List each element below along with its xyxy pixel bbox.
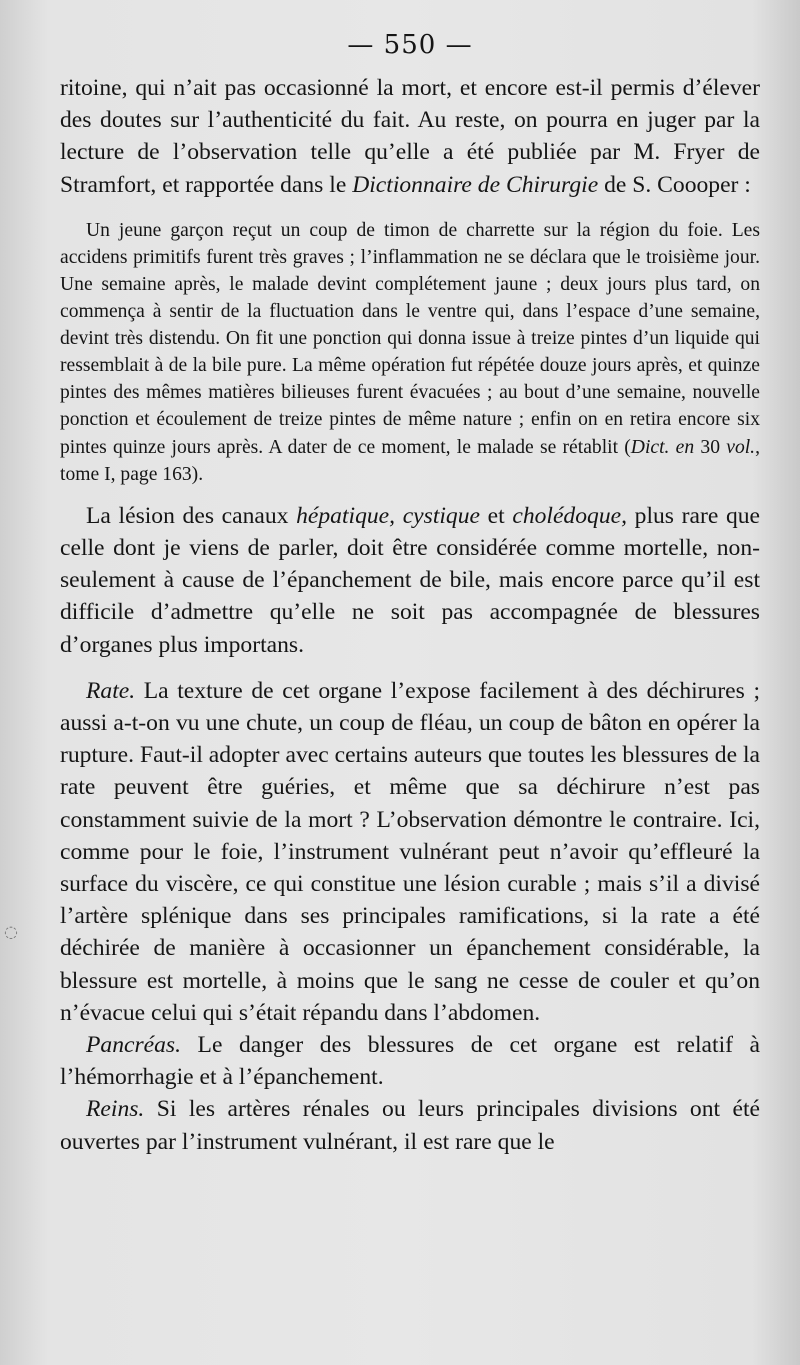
paragraph-gap — [60, 661, 760, 675]
quote-italic-a: Dict. en — [630, 436, 695, 458]
paragraph-1-text: ritoine, qui n’ait pas occasionné la mort, et encore est-il permis d’élever des doutes sur l’authenticité du fait. Au reste, on pourra en juger par la lecture de l’observation telle qu’elle a été publiée par M. Fryer de Stramfort, et rapportée dans le — [60, 75, 760, 198]
canaux-text-a: La lésion des canaux — [86, 502, 297, 529]
canaux-italic-b: cholédoque, — [512, 502, 627, 529]
paragraph-1 — [60, 72, 760, 201]
quote-text-b: 30 — [694, 436, 727, 458]
quote-text-c: , tome I, page 163). — [60, 436, 760, 485]
reins-text: Si les artères rénales ou leurs principales divisions ont été ouvertes par l’instrument vulnérant, il est rare que le — [60, 1096, 760, 1155]
page-number: — 550 — — [347, 30, 473, 60]
paragraph-1-text-b: de S. Coooper : — [598, 171, 751, 198]
paragraph-canaux — [60, 500, 760, 661]
quote-italic-b: vol. — [726, 436, 756, 458]
rate-heading: Rate. — [86, 677, 136, 704]
margin-mark: ◌ — [4, 922, 18, 941]
paragraph-1-title: Dictionnaire de Chirurgie — [352, 171, 599, 198]
canaux-text-c: plus rare que celle dont je viens de parler, doit être considérée comme mortelle, non-seulement à cause de l’épanchement de bile, mais encore parce qu’il est difficile d’admettre qu’elle ne soit pas accompagnée de blessures d’organes plus importans. — [60, 502, 761, 658]
canaux-text-b: et — [480, 502, 513, 529]
paragraph-pancreas — [60, 1029, 760, 1093]
paragraph-rate — [60, 675, 760, 1029]
rate-text: La texture de cet organe l’expose facilement à des déchirures ; aussi a-t-on vu une chute, un coup de fléau, un coup de bâton en opérer la rupture. Faut-il adopter avec certains auteurs que toutes les blessures de la rate peuvent être guéries, et même que sa déchirure n’est pas constamment suivie de la mort ? L’observation démontre le contraire. Ici, comme pour le foie, l’instrument vulnérant peut n’avoir qu’effleuré la surface du viscère, ce qui constitue une lésion curable ; mais s’il a divisé l’artère splénique dans ses principales ramifications, si la rate a été déchirée de manière à occasionner un épanchement considérable, la blessure est mortelle, à moins que le sang ne cesse de couler et qu’on n’évacue celui qui s’était répandu dans l’abdomen. — [60, 677, 760, 1026]
pancreas-heading: Pancréas. — [86, 1032, 182, 1058]
paragraph-reins — [60, 1093, 760, 1157]
canaux-italic-a: hépatique, cystique — [296, 502, 480, 529]
pancreas-text: Le danger des blessures de cet organe est relatif à l’hémorrhagie et à l’épanchement. — [60, 1032, 760, 1091]
quote-text-a: Un jeune garçon reçut un coup de timon de charrette sur la région du foie. Les accidens primitifs furent très graves ; l’inflammation ne se déclara que le troisième jour. Une semaine après, le malade devint complétement jaune ; deux jours plus tard, on commença à sentir de la fluctuation dans le ventre qui, dans l’espace d’une semaine, devint très distendu. On fit une ponction qui donna issue à treize pintes d’un liquide qui ressemblait à de la bile pure. La même opération fut répétée douze jours après, et quinze pintes des mêmes matières bilieuses furent évacuées ; au bout d’une semaine, nouvelle ponction et écoulement de treize pintes de même nature ; enfin on en retira encore six pintes quinze jours après. A dater de ce moment, le malade se rétablit ( — [60, 219, 760, 458]
quoted-observation — [60, 217, 760, 488]
reins-heading: Reins. — [86, 1096, 145, 1123]
